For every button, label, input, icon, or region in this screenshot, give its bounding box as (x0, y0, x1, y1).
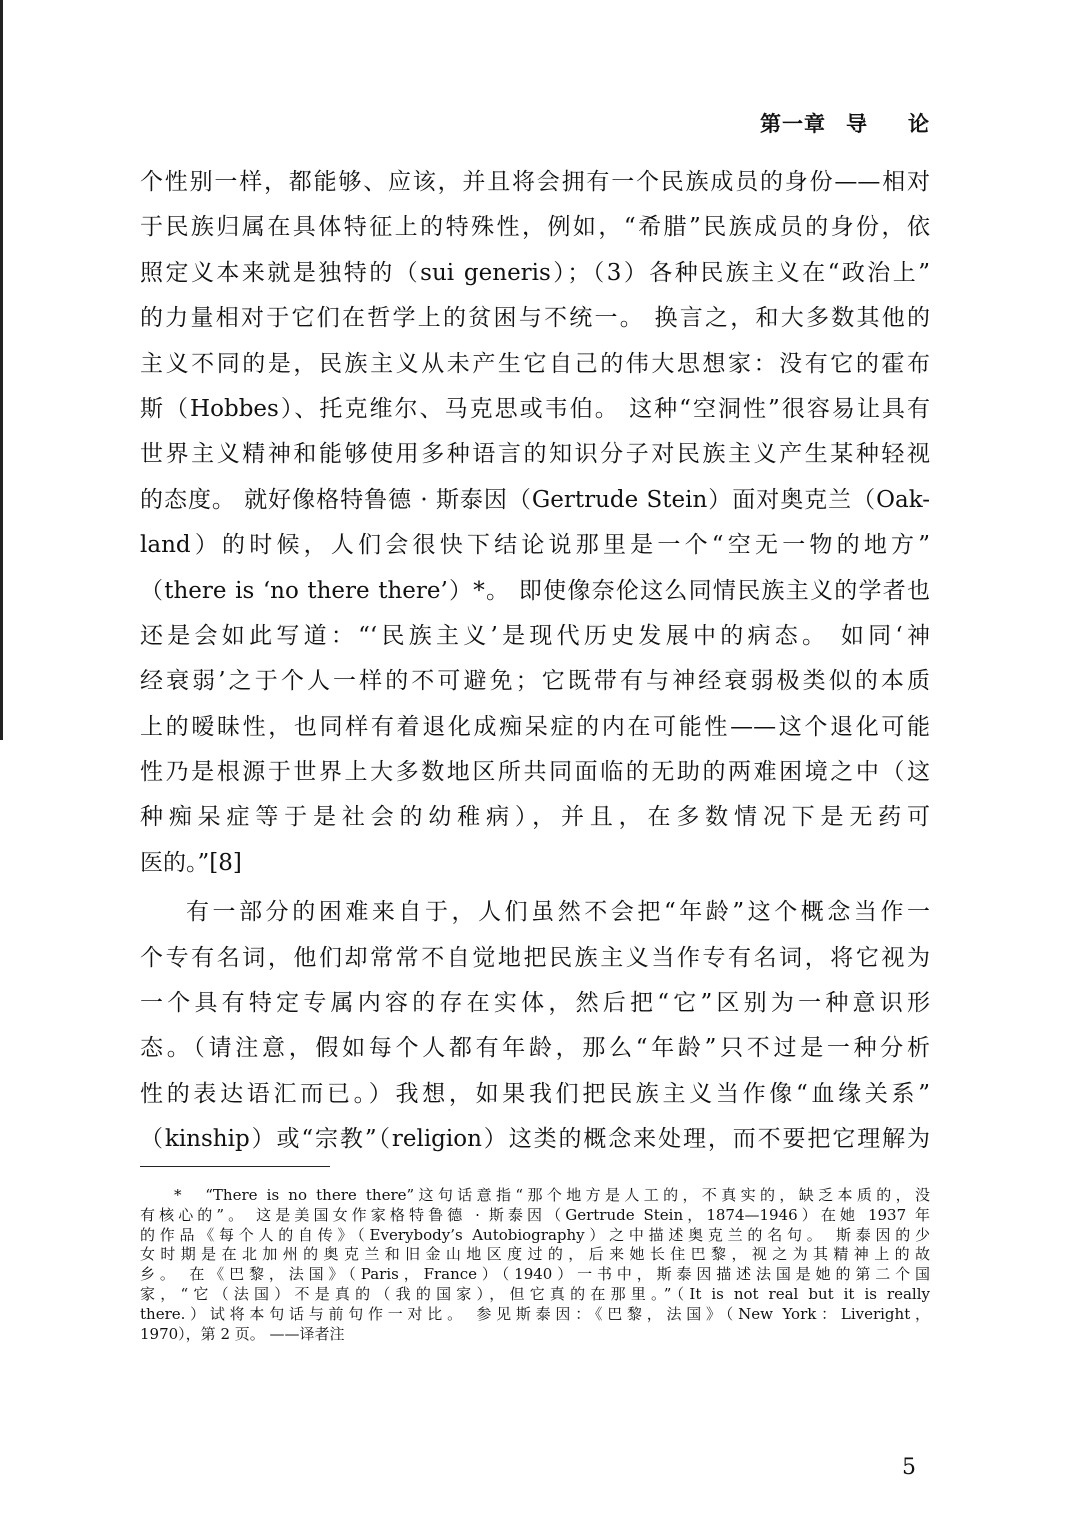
body-line: 个专有名词，他们却常常不自觉地把民族主义当作专有名词，将它视为 (140, 944, 930, 971)
footnote-line: 家，“它（法国）不是真的（我的国家），但它真的在那里。”（It is not real but it is really (140, 1284, 930, 1303)
body-line: 个性别一样，都能够、应该，并且将会拥有一个民族成员的身份——相对 (140, 169, 930, 195)
body-line: 种痴呆症等于是社会的幼稚病），并且，在多数情况下是无药可 (140, 804, 930, 831)
body-line: 还是会如此写道：“‘民族主义’是现代历史发展中的病态。 如同‘神 (140, 622, 930, 649)
footnote-line: 有核心的”。 这是美国女作家格特鲁德 · 斯泰因（Gertrude Stein，1874—1946）在她 1937 年 (140, 1205, 930, 1224)
body-line: （kinship）或“宗教”（religion）这类的概念来处理，而不要把它理解为 (140, 1126, 930, 1153)
body-line: land）的时候，人们会很快下结论说那里是一个“空无一物的地方” (140, 532, 930, 559)
running-head (760, 108, 930, 138)
chapter-title-word-2: 论 (908, 111, 930, 136)
footnote-line: * “There is no there there”这句话意指“那个地方是人工的，不真实的，缺乏本质的，没 (174, 1186, 930, 1204)
body-line: 主义不同的是，民族主义从未产生它自己的伟大思想家：没有它的霍布 (140, 350, 930, 377)
footnote-line: 1970），第 2 页。 ——译者注 (140, 1324, 345, 1343)
chapter-title-word-1: 导 (846, 111, 868, 136)
scan-edge-mark (0, 0, 3, 740)
chapter-label: 第一章 (760, 111, 826, 136)
body-line: （there is ‘no there there’）*。 即使像奈伦这么同情民族主义的学者也 (140, 577, 930, 604)
footnote-line: there.）试将本句话与前句作一对比。 参见斯泰因：《巴黎，法国》（New York：Liveright， (140, 1304, 930, 1323)
body-line: 的态度。 就好像格特鲁德 · 斯泰因（Gertrude Stein）面对奥克兰（Oak- (140, 486, 930, 513)
body-line: 的力量相对于它们在哲学上的贫困与不统一。 换言之，和大多数其他的 (140, 305, 930, 332)
body-line: 态。（请注意，假如每个人都有年龄，那么“年龄”只不过是一种分析 (140, 1035, 930, 1062)
body-line: 于民族归属在具体特征上的特殊性，例如，“希腊”民族成员的身份，依 (140, 214, 930, 241)
body-line: 经衰弱’之于个人一样的不可避免；它既带有与神经衰弱极类似的本质 (140, 668, 930, 695)
body-line: 一个具有特定专属内容的存在实体，然后把“它”区别为一种意识形 (140, 990, 930, 1017)
body-line: 医的。”[8] (140, 849, 242, 876)
body-text (140, 160, 930, 1163)
body-line: 斯（Hobbes）、托克维尔、马克思或韦伯。 这种“空洞性”很容易让具有 (140, 395, 930, 422)
body-line: 性的表达语汇而已。）我想，如果我们把民族主义当作像“血缘关系” (140, 1080, 930, 1107)
body-line: 世界主义精神和能够使用多种语言的知识分子对民族主义产生某种轻视 (140, 441, 930, 468)
footnote-line: 女时期是在北加州的奥克兰和旧金山地区度过的，后来她长住巴黎，视之为其精神上的故 (140, 1245, 930, 1264)
footnote-line: 乡。 在《巴黎，法国》（Paris，France）（1940）一书中，斯泰因描述法国是她的第二个国 (140, 1265, 930, 1284)
body-line: 上的暧昧性，也同样有着退化成痴呆症的内在可能性——这个退化可能 (140, 713, 930, 740)
page-number: 5 (902, 1455, 916, 1480)
footnote (140, 1186, 930, 1344)
footnote-line: 的作品《每个人的自传》（Everybody’s Autobiography）之中描述奥克兰的名句。 斯泰因的少 (140, 1225, 930, 1244)
body-line: 照定义本来就是独特的（sui generis）；（3）各种民族主义在“政治上” (140, 259, 930, 286)
body-line: 性乃是根源于世界上大多数地区所共同面临的无助的两难困境之中（这 (140, 759, 930, 786)
body-line: 有一部分的困难来自于，人们虽然不会把“年龄”这个概念当作一 (186, 899, 930, 926)
footnote-rule (140, 1166, 330, 1167)
